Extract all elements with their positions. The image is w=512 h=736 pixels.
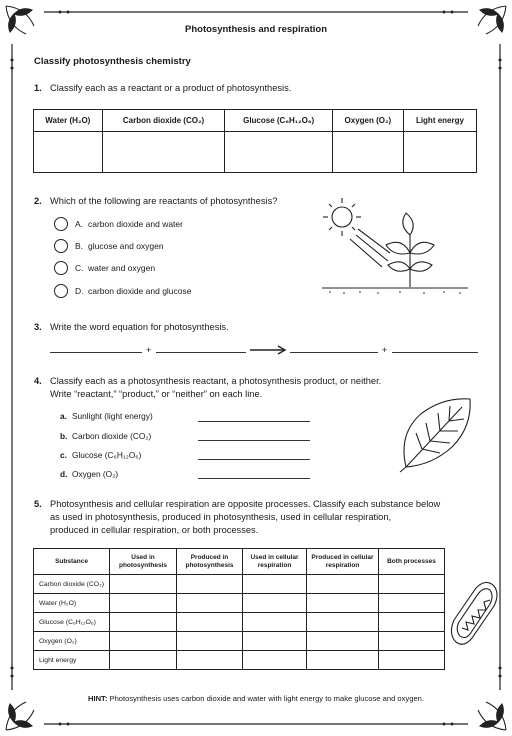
answer-line-a[interactable] [198, 421, 310, 422]
question-1: 1. Classify each as a reactant or a product of photosynthesis. [34, 83, 292, 93]
list-item: c. Glucose (C₆H₁₂O₆) [60, 450, 142, 460]
leaf-illustration [392, 393, 476, 473]
table-row: Oxygen (O₂) [34, 632, 445, 651]
equation-blank-1[interactable] [50, 352, 142, 353]
radio-circle[interactable] [54, 239, 68, 253]
reactant-product-table [33, 109, 477, 173]
radio-circle[interactable] [54, 261, 68, 275]
option-b[interactable]: B. glucose and oxygen [54, 239, 164, 253]
plus-sign: + [146, 345, 152, 355]
table-header: Light energy [403, 110, 476, 132]
answer-cell[interactable] [225, 132, 332, 173]
radio-circle[interactable] [54, 284, 68, 298]
equation-blank-3[interactable] [290, 352, 378, 353]
page-title: Photosynthesis and respiration [185, 24, 327, 35]
answer-cell[interactable] [332, 132, 403, 173]
question-3: 3. Write the word equation for photosynthesis. [34, 322, 229, 332]
table-row: Carbon dioxide (CO₂) [34, 575, 445, 594]
table-header: Water (H₂O) [34, 110, 103, 132]
question-2: 2. Which of the following are reactants of photosynthesis? [34, 196, 278, 206]
mitochondrion-illustration [446, 578, 498, 648]
answer-cell[interactable] [102, 132, 225, 173]
table-header: Glucose (C₆H₁₂O₆) [225, 110, 332, 132]
answer-line-c[interactable] [198, 459, 310, 460]
table-row: Light energy [34, 651, 445, 670]
sun-plant-illustration [320, 195, 470, 300]
answer-line-d[interactable] [198, 478, 310, 479]
hint-text: HINT: Photosynthesis uses carbon dioxide and water with light energy to make glucose and oxygen. [87, 694, 424, 703]
list-item: b. Carbon dioxide (CO₂) [60, 431, 152, 441]
radio-circle[interactable] [54, 217, 68, 231]
option-a[interactable]: A. carbon dioxide and water [54, 217, 183, 231]
question-5: 5. Photosynthesis and cellular respiration are opposite processes. Classify each substance below as used in photosynthesis, produced in photosynthesis, used in cellular respiration, produced in cellular respiration, or both processes. [34, 499, 441, 535]
arrow-right-icon [250, 345, 288, 355]
plus-sign: + [382, 345, 388, 355]
sun-icon [332, 207, 352, 227]
table-header: Both processes [379, 549, 445, 575]
question-4: 4. Classify each as a photosynthesis reactant, a photosynthesis product, or neither. Write “reactant,” “product,” or “neither” on each line. [34, 376, 382, 399]
table-header: Used in photosynthesis [110, 549, 177, 575]
table-header: Carbon dioxide (CO₂) [102, 110, 225, 132]
list-item: a. Sunlight (light energy) [60, 411, 153, 421]
answer-line-b[interactable] [198, 440, 310, 441]
equation-blank-4[interactable] [392, 352, 478, 353]
table-header: Produced in photosynthesis [177, 549, 243, 575]
section-title: Classify photosynthesis chemistry [34, 56, 191, 67]
table-header: Produced in cellular respiration [307, 549, 379, 575]
answer-cell[interactable] [34, 132, 103, 173]
leaf-icon [403, 213, 413, 235]
process-classification-table [33, 548, 445, 670]
table-header: Oxygen (O₂) [332, 110, 403, 132]
table-row: Water (H₂O) [34, 594, 445, 613]
option-d[interactable]: D. carbon dioxide and glucose [54, 284, 192, 298]
table-row: Glucose (C₆H₁₂O₆) [34, 613, 445, 632]
option-c[interactable]: C. water and oxygen [54, 261, 155, 275]
table-header: Substance [34, 549, 110, 575]
table-header: Used in cellular respiration [243, 549, 307, 575]
list-item: d. Oxygen (O₂) [60, 469, 119, 479]
equation-blank-2[interactable] [156, 352, 246, 353]
answer-cell[interactable] [403, 132, 476, 173]
